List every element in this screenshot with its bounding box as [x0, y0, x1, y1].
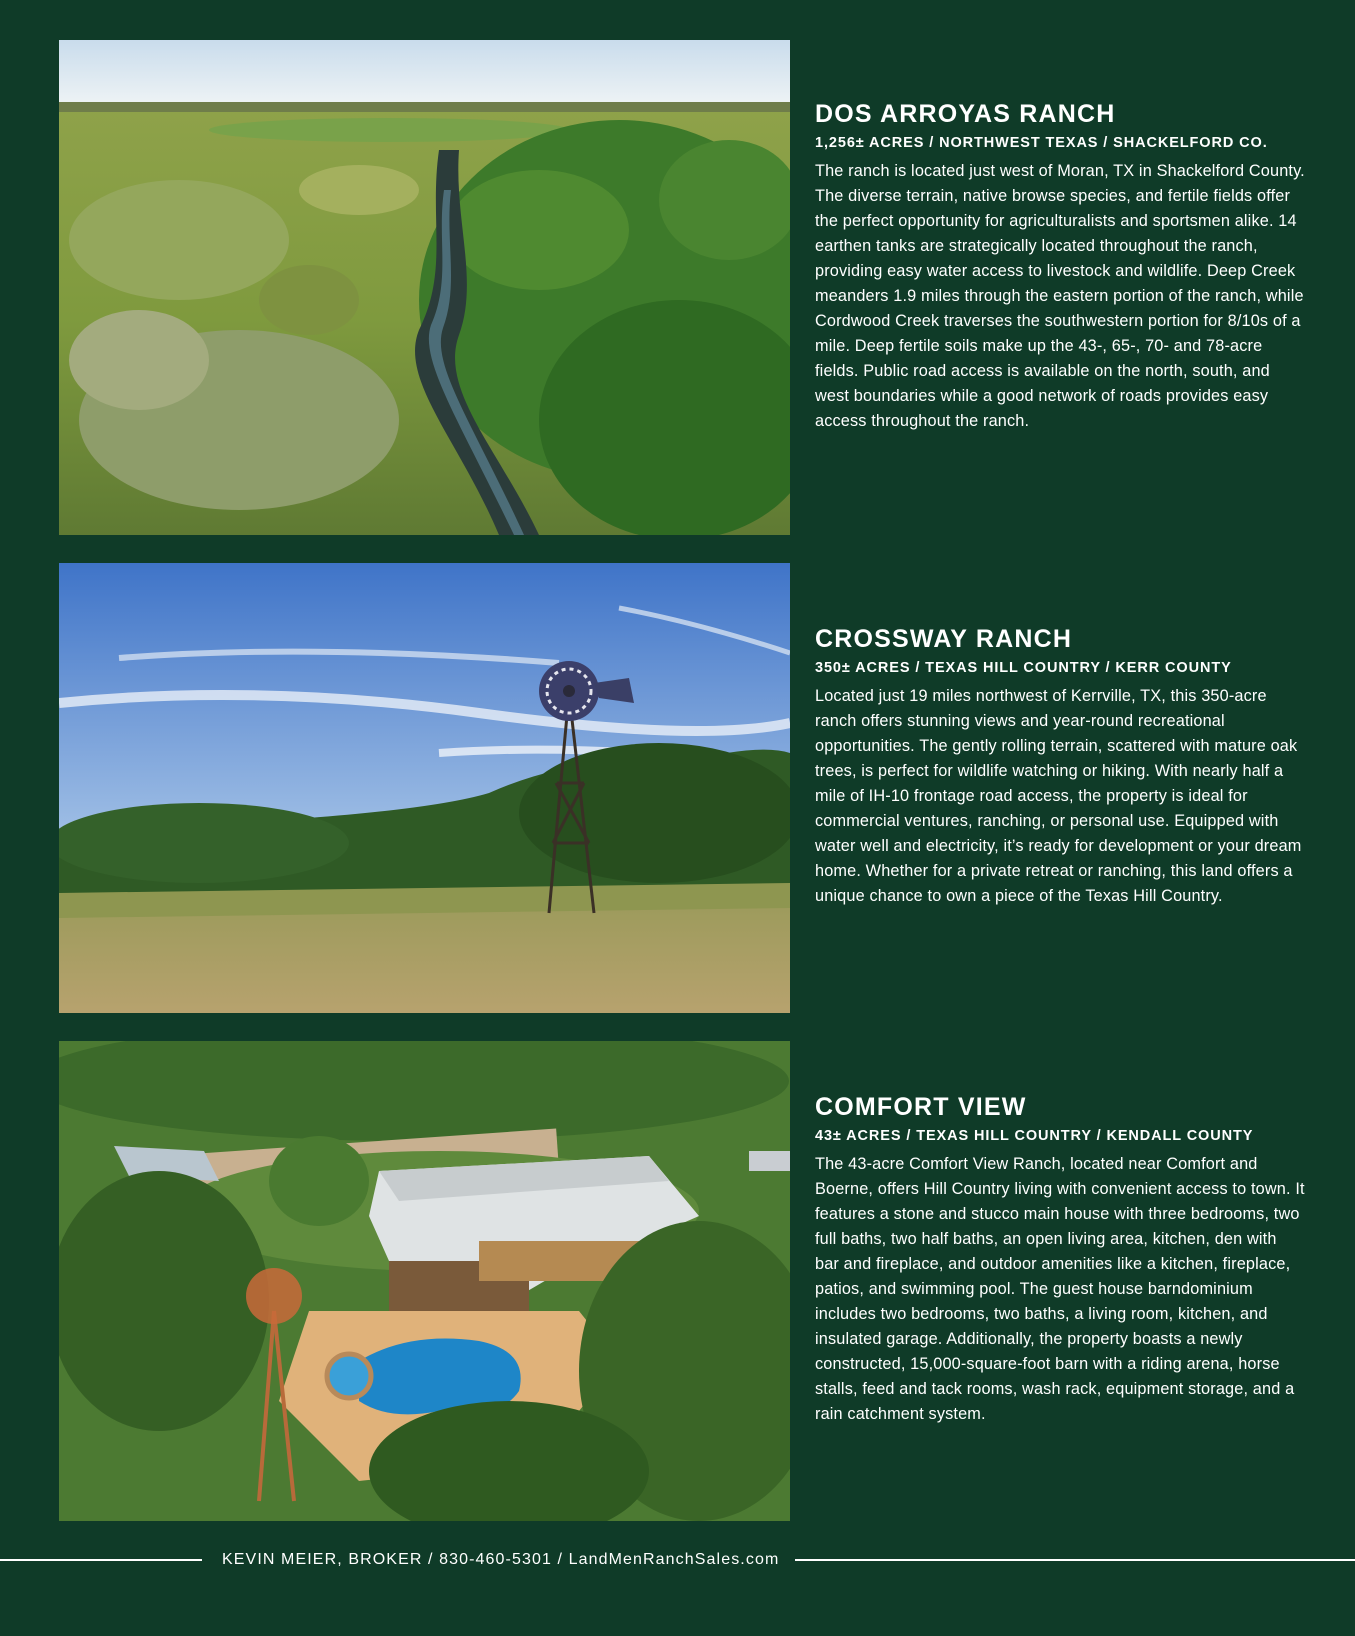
listing-subtitle: 1,256± ACRES / NORTHWEST TEXAS / SHACKELFORD CO.: [815, 135, 1268, 151]
aerial-house-pool-image: [59, 1041, 790, 1521]
footer-contact: KEVIN MEIER, BROKER / 830-460-5301 / LandMenRanchSales.com: [222, 1551, 780, 1568]
listing-description: Located just 19 miles northwest of Kerrville, TX, this 350-acre ranch offers stunning views and year-round recreational opportunities. The gently rolling terrain, scattered with mature oak trees, is perfect for wildlife watching or hiking. With nearly half a mile of IH-10 frontage road access, the property is ideal for commercial ventures, ranching, or personal use. Equipped with water well and electricity, it’s ready for development or your dream home. Whether for a private retreat or ranching, this land offers a unique chance to own a piece of the Texas Hill Country.: [815, 687, 1302, 905]
crossway-photo: [59, 563, 790, 1013]
listing-crossway: [815, 624, 1305, 909]
dos-arroyas-photo: [59, 40, 790, 535]
footer: [0, 1544, 1355, 1576]
aerial-creek-image: [59, 40, 790, 535]
listing-title: DOS ARROYAS RANCH: [815, 100, 1116, 128]
listing-description: The ranch is located just west of Moran, TX in Shackelford County. The diverse terrain, native browse species, and fertile fields offer the perfect opportunity for agriculturalists and sportsmen alike. 14 earthen tanks are strategically located throughout the ranch, providing easy water access to livestock and wildlife. Deep Creek meanders 1.9 miles through the eastern portion of the ranch, while Cordwood Creek traverses the southwestern portion for 8/10s of a mile. Deep fertile soils make up the 43-, 65-, 70- and 78-acre fields. Public road access is available on the north, south, and west boundaries while a good network of roads provides easy access throughout the ranch.: [815, 162, 1305, 430]
listing-description: The 43-acre Comfort View Ranch, located near Comfort and Boerne, offers Hill Country living with convenient access to town. It features a stone and stucco main house with three bedrooms, two full baths, two half baths, an open living area, kitchen, den with bar and fireplace, and outdoor amenities like a kitchen, fireplace, patios, and swimming pool. The guest house barndominium includes two bedrooms, two baths, a living room, kitchen, and insulated garage. Additionally, the property boasts a newly constructed, 15,000-square-foot barn with a riding arena, horse stalls, feed and tack rooms, wash rack, equipment storage, and a rain catchment system.: [815, 1155, 1305, 1423]
listing-comfort-view: [815, 1092, 1305, 1427]
footer-rule-right: [795, 1559, 1355, 1561]
listing-title: CROSSWAY RANCH: [815, 625, 1073, 653]
listing-subtitle: 43± ACRES / TEXAS HILL COUNTRY / KENDALL COUNTY: [815, 1128, 1254, 1144]
windmill-field-image: [59, 563, 790, 1013]
footer-rule-left: [0, 1559, 202, 1561]
listing-subtitle: 350± ACRES / TEXAS HILL COUNTRY / KERR COUNTY: [815, 660, 1232, 676]
listing-title: COMFORT VIEW: [815, 1093, 1027, 1121]
listing-dos-arroyas: [815, 99, 1305, 434]
comfort-view-photo: [59, 1041, 790, 1521]
